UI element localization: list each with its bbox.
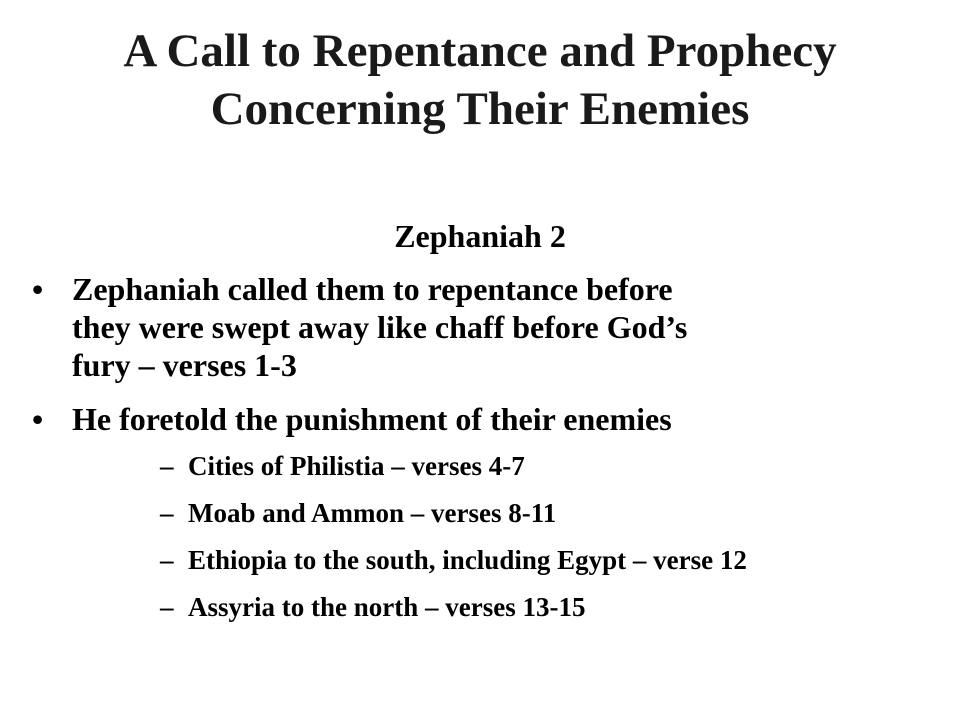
title-line-2: Concerning Their Enemies: [210, 83, 750, 135]
bullet-text-line: Zephaniah called them to repentance before: [72, 271, 673, 307]
bullet-marker: •: [32, 401, 44, 437]
slide-subtitle: Zephaniah 2: [394, 218, 566, 254]
sub-item-text: Ethiopia to the south, including Egypt – verse 12: [188, 545, 747, 575]
dash-marker: –: [160, 451, 174, 481]
dash-marker: –: [160, 498, 174, 528]
sub-item-text: Cities of Philistia – verses 4-7: [188, 451, 525, 481]
bullet-item-enemies: [0, 400, 960, 623]
bullet-list: [0, 270, 960, 639]
sub-bullet-list: [72, 450, 920, 623]
bullet-marker: •: [32, 271, 44, 307]
sub-item-assyria: [72, 591, 920, 623]
bullet-text-line: they were swept away like chaff before God’s: [72, 309, 688, 345]
slide-title: [0, 22, 960, 138]
dash-marker: –: [160, 592, 174, 622]
bullet-text-line: fury – verses 1-3: [72, 347, 297, 383]
sub-item-text: Moab and Ammon – verses 8-11: [188, 498, 557, 528]
title-line-1: A Call to Repentance and Prophecy: [123, 25, 837, 77]
bullet-item-repentance: [0, 270, 960, 384]
sub-item-ethiopia: [72, 544, 920, 576]
bullet-text: He foretold the punishment of their enemies: [72, 401, 672, 437]
sub-item-philistia: [72, 450, 920, 482]
sub-item-text: Assyria to the north – verses 13-15: [188, 592, 586, 622]
sub-item-moab-ammon: [72, 497, 920, 529]
dash-marker: –: [160, 545, 174, 575]
